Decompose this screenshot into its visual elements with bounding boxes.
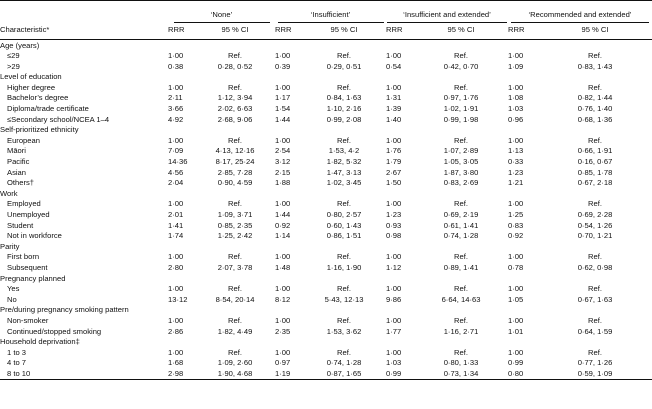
ci-cell: 0·97, 1·76: [443, 93, 479, 103]
rrr-header-none: RRR: [168, 25, 185, 35]
row-label: 4 to 7: [7, 358, 26, 368]
group-header-row: [0, 1, 652, 24]
group-header-insufficient-extended: [386, 1, 508, 24]
group-label-recommended-extended: ‘Recommended and extended’: [511, 11, 649, 23]
rrr-cell: 0·33: [508, 157, 524, 167]
rrr-cell: 1·79: [386, 157, 402, 167]
row-label: 8 to 10: [7, 368, 31, 378]
rrr-cell: 2·98: [168, 368, 184, 378]
rrr-cell: 1·00: [386, 199, 402, 209]
rrr-cell: 2·67: [386, 167, 402, 177]
section-row: [0, 305, 652, 316]
ci-cell: 1·16, 1·90: [326, 262, 362, 272]
row-label: Bachelor’s degree: [7, 93, 69, 103]
rrr-cell: 1·00: [508, 199, 524, 209]
ci-cell: 0·76, 1·40: [577, 104, 613, 114]
rrr-cell: 1·44: [275, 210, 291, 219]
rrr-cell: 1·00: [168, 51, 184, 61]
ci-cell: 8·17, 25·24: [215, 157, 255, 167]
row-label: Diploma/trade certificate: [7, 104, 89, 114]
ci-cell: 6·64, 14·63: [441, 294, 481, 304]
ci-cell: 1·82, 4·49: [217, 326, 253, 336]
ci-cell: Ref.: [588, 82, 602, 92]
rrr-cell: 1·00: [275, 199, 291, 209]
ci-cell: 0·68, 1·36: [577, 114, 613, 124]
ci-cell: 1·16, 2·71: [443, 326, 479, 336]
table-row: [0, 61, 652, 72]
rrr-cell: 14·36: [168, 157, 188, 167]
ci-cell: Ref.: [588, 284, 602, 294]
ci-cell: Ref.: [228, 199, 242, 209]
row-label: ≤Secondary school/NCEA 1–4: [7, 114, 110, 124]
section-row: [0, 40, 652, 51]
table-row: [0, 178, 652, 189]
ci-cell: 0·66, 1·91: [577, 146, 613, 156]
table-row: [0, 104, 652, 115]
rrr-cell: 1·25: [508, 210, 524, 219]
ci-cell: 0·99, 2·08: [326, 114, 362, 124]
ci-cell: 1·05, 3·05: [443, 157, 479, 167]
table-row: [0, 114, 652, 125]
ci-cell: 0·54, 1·26: [577, 220, 613, 230]
table-row: [0, 358, 652, 369]
ci-cell: 0·67, 2·18: [577, 178, 613, 188]
rrr-cell: 0·78: [508, 262, 524, 272]
table-header: [0, 1, 652, 40]
rrr-cell: 1·03: [508, 104, 524, 114]
rrr-cell: 1·00: [168, 135, 184, 145]
rrr-cell: 0·98: [386, 231, 402, 241]
table-row: [0, 284, 652, 295]
section-label: Pre/during pregnancy smoking pattern: [0, 305, 129, 315]
rrr-cell: 0·80: [508, 368, 524, 378]
rrr-cell: 1·05: [508, 294, 524, 304]
ci-cell: 0·99, 1·98: [443, 114, 479, 124]
rrr-cell: 1·44: [275, 114, 291, 124]
rrr-cell: 1·00: [275, 315, 291, 325]
rrr-cell: 1·03: [386, 358, 402, 368]
table-row: [0, 135, 652, 146]
ci-cell: 0·59, 1·09: [577, 368, 613, 378]
ci-cell: 1·53, 3·62: [326, 326, 362, 336]
rrr-cell: 1·00: [508, 284, 524, 294]
rrr-cell: 1·00: [275, 347, 291, 357]
rrr-cell: 0·39: [275, 61, 291, 71]
ci-cell: 0·84, 1·63: [326, 93, 362, 103]
rrr-cell: 1·68: [168, 358, 184, 368]
ci-cell: Ref.: [337, 51, 351, 61]
ci-header-recommended-extended: 95 % CI: [581, 25, 609, 35]
ci-cell: 1·02, 1·91: [443, 104, 479, 114]
ci-cell: 0·74, 1·28: [326, 358, 362, 368]
table-row: [0, 231, 652, 242]
rrr-cell: 1·00: [386, 315, 402, 325]
group-label-insufficient-extended: ‘Insufficient and extended’: [387, 11, 507, 23]
rrr-cell: 0·93: [386, 220, 402, 230]
rrr-cell: 0·92: [275, 220, 291, 230]
ci-cell: Ref.: [454, 51, 468, 61]
ci-cell: 0·82, 1·44: [577, 93, 613, 103]
ci-cell: 0·42, 0·70: [443, 61, 479, 71]
ci-cell: 1·09, 2·60: [217, 358, 253, 368]
rrr-cell: 2·80: [168, 262, 184, 272]
row-label: First born: [7, 252, 40, 262]
ci-cell: 0·85, 1·78: [577, 167, 613, 177]
ci-cell: 2·68, 9·06: [217, 114, 253, 124]
section-label: Age (years): [0, 40, 40, 50]
row-label: Employed: [7, 199, 41, 209]
ci-cell: Ref.: [337, 315, 351, 325]
section-row: [0, 188, 652, 199]
rrr-cell: 1·39: [386, 104, 402, 114]
ci-cell: Ref.: [454, 252, 468, 262]
ci-cell: 1·09, 3·71: [217, 210, 253, 219]
row-label: Student: [7, 220, 34, 230]
ci-cell: Ref.: [454, 199, 468, 209]
row-label: Pacific: [7, 157, 30, 167]
section-label: Work: [0, 188, 18, 198]
section-row: [0, 125, 652, 136]
ci-cell: 2·85, 7·28: [217, 167, 253, 177]
rrr-cell: 1·00: [275, 284, 291, 294]
table-row: [0, 368, 652, 379]
ci-cell: 5·43, 12·13: [324, 294, 364, 304]
ci-cell: Ref.: [454, 347, 468, 357]
group-header-recommended-extended: [508, 1, 652, 24]
table-body: [0, 40, 652, 380]
rrr-cell: 1·00: [508, 315, 524, 325]
ci-cell: 1·07, 2·89: [443, 146, 479, 156]
ci-cell: Ref.: [228, 347, 242, 357]
ci-cell: 0·69, 2·28: [577, 210, 613, 219]
row-label: 1 to 3: [7, 347, 26, 357]
section-label: Parity: [0, 241, 20, 251]
rrr-cell: 1·08: [508, 93, 524, 103]
section-row: [0, 273, 652, 284]
rrr-cell: 7·09: [168, 146, 184, 156]
rrr-cell: 1·00: [275, 135, 291, 145]
row-label: Asian: [7, 167, 26, 177]
table-row: [0, 93, 652, 104]
ci-cell: 0·64, 1·59: [577, 326, 613, 336]
rrr-cell: 2·86: [168, 326, 184, 336]
table-row: [0, 157, 652, 168]
rrr-cell: 1·00: [168, 315, 184, 325]
rrr-cell: 1·77: [386, 326, 402, 336]
row-label: Higher degree: [7, 82, 56, 92]
ci-cell: Ref.: [588, 315, 602, 325]
rrr-cell: 0·97: [275, 358, 291, 368]
ci-cell: Ref.: [337, 199, 351, 209]
rrr-cell: 0·96: [508, 114, 524, 124]
table-row: [0, 294, 652, 305]
row-label: Not in workforce: [7, 231, 62, 241]
row-label: Continued/stopped smoking: [7, 326, 102, 336]
rrr-cell: 1·00: [508, 347, 524, 357]
row-label: Subsequent: [7, 262, 48, 272]
rrr-cell: 1·54: [275, 104, 291, 114]
row-label: Non-smoker: [7, 315, 49, 325]
table-row: [0, 220, 652, 231]
rrr-cell: 3·12: [275, 157, 291, 167]
ci-header-none: 95 % CI: [221, 25, 249, 35]
rrr-cell: 1·13: [508, 146, 524, 156]
rrr-cell: 1·00: [275, 51, 291, 61]
rrr-cell: 2·11: [168, 93, 183, 103]
ci-cell: 1·53, 4·2: [328, 146, 360, 156]
rrr-header-insufficient: RRR: [275, 25, 292, 35]
row-label: Yes: [7, 284, 20, 294]
rrr-cell: 8·12: [275, 294, 291, 304]
group-label-insufficient: ‘Insufficient’: [278, 11, 384, 23]
ci-cell: 0·73, 1·34: [443, 368, 479, 378]
rrr-cell: 1·12: [386, 262, 402, 272]
ci-header-insufficient: 95 % CI: [330, 25, 358, 35]
ci-cell: 0·89, 1·41: [443, 262, 479, 272]
ci-cell: Ref.: [454, 315, 468, 325]
ci-cell: Ref.: [337, 347, 351, 357]
ci-cell: Ref.: [588, 135, 602, 145]
ci-cell: 0·83, 2·69: [443, 178, 479, 188]
section-label: Level of education: [0, 72, 62, 82]
ci-cell: Ref.: [454, 82, 468, 92]
ci-cell: Ref.: [228, 252, 242, 262]
rrr-cell: 1·00: [508, 51, 524, 61]
table-row: [0, 199, 652, 210]
rrr-cell: 1·41: [168, 220, 184, 230]
rrr-cell: 1·76: [386, 146, 402, 156]
rrr-cell: 1·00: [275, 82, 291, 92]
rrr-cell: 1·00: [508, 252, 524, 262]
ci-cell: Ref.: [588, 252, 602, 262]
rrr-cell: 1·00: [275, 252, 291, 262]
ci-cell: 0·70, 1·21: [577, 231, 613, 241]
rrr-cell: 1·74: [168, 231, 184, 241]
rrr-cell: 3·66: [168, 104, 184, 114]
table-row: [0, 347, 652, 358]
ci-cell: 1·47, 3·13: [326, 167, 362, 177]
rrr-cell: 0·99: [508, 358, 524, 368]
rrr-header-recommended-extended: RRR: [508, 25, 525, 35]
rrr-cell: 1·23: [386, 210, 402, 219]
ci-cell: 0·80, 2·57: [326, 210, 362, 219]
row-label: European: [7, 135, 40, 145]
rrr-cell: 1·00: [168, 199, 184, 209]
rrr-cell: 9·86: [386, 294, 402, 304]
ci-cell: 1·10, 2·16: [326, 104, 362, 114]
table-row: [0, 82, 652, 93]
ci-cell: 1·25, 2·42: [217, 231, 253, 241]
rrr-cell: 1·40: [386, 114, 402, 124]
rrr-cell: 1·19: [275, 368, 291, 378]
row-label: >29: [7, 61, 20, 71]
group-header-insufficient: [275, 1, 386, 24]
rrr-cell: 1·00: [168, 347, 184, 357]
row-label: Unemployed: [7, 210, 50, 219]
row-label: No: [7, 294, 17, 304]
rrr-cell: 2·35: [275, 326, 291, 336]
ci-cell: 0·62, 0·98: [577, 262, 613, 272]
rrr-cell: 2·15: [275, 167, 291, 177]
rrr-cell: 1·50: [386, 178, 402, 188]
ci-cell: 0·60, 1·43: [326, 220, 362, 230]
table-row: [0, 210, 652, 221]
ci-cell: 0·74, 1·28: [443, 231, 479, 241]
ci-cell: Ref.: [337, 82, 351, 92]
rrr-cell: 0·83: [508, 220, 524, 230]
characteristic-header: Characteristic*: [0, 25, 50, 35]
ci-cell: 4·13, 12·16: [215, 146, 255, 156]
ci-cell: Ref.: [454, 135, 468, 145]
ci-cell: Ref.: [228, 82, 242, 92]
rrr-cell: 1·00: [168, 82, 184, 92]
ci-cell: 0·86, 1·51: [326, 231, 362, 241]
row-label: Others†: [7, 178, 35, 188]
ci-cell: Ref.: [337, 135, 351, 145]
ci-cell: 1·82, 5·32: [326, 157, 362, 167]
table-row: [0, 51, 652, 62]
ci-cell: 1·87, 3·80: [443, 167, 479, 177]
ci-cell: Ref.: [588, 51, 602, 61]
table-row: [0, 326, 652, 337]
group-header-spacer: [0, 1, 168, 24]
section-row: [0, 72, 652, 83]
ci-cell: 2·02, 6·63: [217, 104, 253, 114]
rrr-cell: 13·12: [168, 294, 188, 304]
rrr-cell: 4·92: [168, 114, 184, 124]
rrr-cell: 1·48: [275, 262, 291, 272]
ci-cell: 0·83, 1·43: [577, 61, 613, 71]
rrr-cell: 1·00: [168, 284, 184, 294]
table-row: [0, 262, 652, 273]
ci-cell: 1·90, 4·68: [217, 368, 253, 378]
rrr-cell: 1·00: [508, 135, 524, 145]
row-label: ≤29: [7, 51, 20, 61]
rrr-cell: 2·01: [168, 210, 184, 219]
table-row: [0, 315, 652, 326]
ci-cell: Ref.: [228, 51, 242, 61]
ci-cell: 0·61, 1·41: [443, 220, 479, 230]
rrr-cell: 4·56: [168, 167, 184, 177]
ci-cell: 0·87, 1·65: [326, 368, 362, 378]
ci-cell: 0·90, 4·59: [217, 178, 253, 188]
rrr-cell: 1·00: [386, 51, 402, 61]
rrr-cell: 2·04: [168, 178, 184, 188]
rrr-cell: 1·00: [386, 284, 402, 294]
rrr-cell: 1·31: [386, 93, 402, 103]
section-label: Self-prioritized ethnicity: [0, 125, 79, 135]
ci-cell: Ref.: [588, 199, 602, 209]
rrr-cell: 1·21: [508, 178, 524, 188]
column-header-row: [0, 23, 652, 40]
row-label: Māori: [7, 146, 26, 156]
rrr-cell: 1·09: [508, 61, 524, 71]
ci-cell: 0·28, 0·52: [217, 61, 253, 71]
ci-cell: Ref.: [454, 284, 468, 294]
section-label: Pregnancy planned: [0, 273, 66, 283]
group-label-none: ‘None’: [174, 11, 270, 23]
ci-cell: Ref.: [228, 135, 242, 145]
ci-cell: 0·77, 1·26: [577, 358, 613, 368]
ci-cell: 0·69, 2·19: [443, 210, 479, 219]
ci-cell: Ref.: [588, 347, 602, 357]
ci-cell: 0·85, 2·35: [217, 220, 253, 230]
ci-cell: 1·12, 3·94: [217, 93, 253, 103]
ci-cell: 0·16, 0·67: [577, 157, 613, 167]
section-row: [0, 337, 652, 348]
rrr-cell: 1·00: [386, 135, 402, 145]
section-label: Household deprivation‡: [0, 337, 80, 347]
rrr-cell: 1·00: [168, 252, 184, 262]
rrr-cell: 1·14: [275, 231, 291, 241]
ci-cell: 0·80, 1·33: [443, 358, 479, 368]
rrr-cell: 0·38: [168, 61, 184, 71]
rrr-cell: 1·01: [508, 326, 524, 336]
rrr-cell: 1·23: [508, 167, 524, 177]
rrr-cell: 1·00: [386, 347, 402, 357]
ci-cell: Ref.: [228, 284, 242, 294]
table-row: [0, 252, 652, 263]
rrr-cell: 1·17: [275, 93, 291, 103]
group-header-none: [168, 1, 275, 24]
ci-cell: Ref.: [228, 315, 242, 325]
section-row: [0, 241, 652, 252]
rrr-cell: 2·54: [275, 146, 291, 156]
ci-cell: Ref.: [337, 284, 351, 294]
rrr-cell: 1·88: [275, 178, 291, 188]
table-row: [0, 167, 652, 178]
rrr-header-insufficient-extended: RRR: [386, 25, 403, 35]
ci-cell: 0·67, 1·63: [577, 294, 613, 304]
rrr-cell: 1·00: [386, 82, 402, 92]
ci-header-insufficient-extended: 95 % CI: [447, 25, 475, 35]
rrr-cell: 1·00: [386, 252, 402, 262]
ci-cell: 1·02, 3·45: [326, 178, 362, 188]
ci-cell: 0·29, 0·51: [326, 61, 362, 71]
rrr-cell: 1·00: [508, 82, 524, 92]
rrr-cell: 0·92: [508, 231, 524, 241]
ci-cell: 8·54, 20·14: [215, 294, 255, 304]
rrr-cell: 0·54: [386, 61, 402, 71]
rrr-cell: 0·99: [386, 368, 402, 378]
ci-cell: 2·07, 3·78: [217, 262, 253, 272]
table-row: [0, 146, 652, 157]
ci-cell: Ref.: [337, 252, 351, 262]
